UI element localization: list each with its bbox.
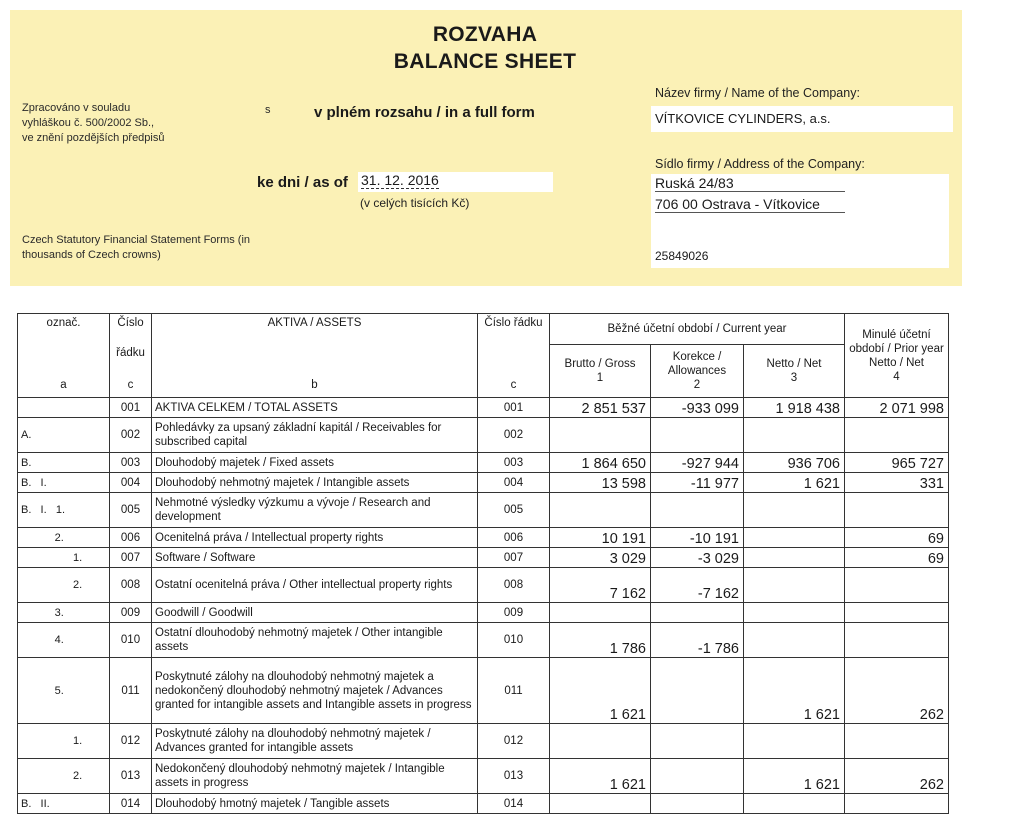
row-number2-cell: 002: [478, 418, 550, 453]
row-label-cell: B. I. 1.: [18, 493, 110, 528]
as-of-date-field: [358, 172, 553, 192]
address-box: [651, 174, 949, 268]
company-label: Název firmy / Name of the Company:: [655, 86, 860, 100]
row-label-cell: 1.: [18, 724, 110, 759]
description-cell: Software / Software: [152, 548, 478, 568]
net-header: Netto / Net 3: [744, 345, 845, 398]
row-number-cell: 014: [110, 794, 152, 814]
row-label-cell: 5.: [18, 658, 110, 724]
prior-value-cell: 331: [845, 473, 949, 493]
row-label-cell: 2.: [18, 568, 110, 603]
row-number-cell: 003: [110, 453, 152, 473]
prior-value-cell: [845, 418, 949, 453]
table-row: [18, 418, 949, 453]
allowance-value-cell: [651, 724, 744, 759]
gross-value-cell: [550, 603, 651, 623]
row-label-cell: [18, 398, 110, 418]
row-number2-cell: 009: [478, 603, 550, 623]
address-label: Sídlo firmy / Address of the Company:: [655, 157, 865, 171]
as-of-label: ke dni / as of: [257, 174, 348, 191]
row-number-cell: 013: [110, 759, 152, 794]
prior-value-cell: 965 727: [845, 453, 949, 473]
prior-value-cell: 2 071 998: [845, 398, 949, 418]
scope-label: v plném rozsahu / in a full form: [314, 104, 535, 121]
net-value-cell: [744, 548, 845, 568]
description-cell: Poskytnuté zálohy na dlouhodobý nehmotný majetek / Advances granted for intangible assets: [152, 724, 478, 759]
gross-header: Brutto / Gross 1: [550, 345, 651, 398]
s-mark: s: [265, 104, 271, 116]
gross-value-cell: 1 621: [550, 658, 651, 724]
row-number2-cell: 006: [478, 528, 550, 548]
net-value-cell: 1 621: [744, 759, 845, 794]
allowance-value-cell: -927 944: [651, 453, 744, 473]
gross-value-cell: [550, 418, 651, 453]
row-number-cell: 004: [110, 473, 152, 493]
net-value-cell: 936 706: [744, 453, 845, 473]
gross-value-cell: 2 851 537: [550, 398, 651, 418]
net-value-cell: [744, 568, 845, 603]
allowances-header: Korekce / Allowances 2: [651, 345, 744, 398]
table-row: [18, 759, 949, 794]
company-id: 25849026: [655, 249, 709, 263]
net-value-cell: 1 621: [744, 473, 845, 493]
table-row: [18, 493, 949, 528]
row-number2-cell: 014: [478, 794, 550, 814]
description-cell: Dlouhodobý majetek / Fixed assets: [152, 453, 478, 473]
legal-note: Zpracováno v souladu vyhláškou č. 500/2002 Sb., ve znění pozdějších předpisů: [22, 102, 165, 144]
balance-sheet-body: [18, 398, 949, 814]
current-year-header: Běžné účetní období / Current year: [550, 314, 845, 345]
row-number2-cell: 001: [478, 398, 550, 418]
net-value-cell: [744, 623, 845, 658]
row-label-cell: B. I.: [18, 473, 110, 493]
row-label-cell: B.: [18, 453, 110, 473]
net-value-cell: [744, 418, 845, 453]
row-number2-cell: 013: [478, 759, 550, 794]
row-number2-cell: 011: [478, 658, 550, 724]
row-number-cell: 009: [110, 603, 152, 623]
row-number-cell: 001: [110, 398, 152, 418]
prior-year-header: Minulé účetní období / Prior year Netto / Net 4: [845, 314, 949, 398]
description-cell: Dlouhodobý nehmotný majetek / Intangible assets: [152, 473, 478, 493]
row-number-cell: 002: [110, 418, 152, 453]
gross-value-cell: 13 598: [550, 473, 651, 493]
units-note: (v celých tisících Kč): [360, 196, 470, 210]
allowance-value-cell: [651, 759, 744, 794]
row-label-cell: 3.: [18, 603, 110, 623]
prior-value-cell: 262: [845, 658, 949, 724]
row-number-cell: 011: [110, 658, 152, 724]
description-cell: Ostatní ocenitelná práva / Other intellectual property rights: [152, 568, 478, 603]
description-cell: Ostatní dlouhodobý nehmotný majetek / Other intangible assets: [152, 623, 478, 658]
balance-sheet-table: [17, 313, 949, 814]
net-value-cell: [744, 528, 845, 548]
prior-value-cell: [845, 623, 949, 658]
row-number2-cell: 004: [478, 473, 550, 493]
table-row: [18, 453, 949, 473]
table-row: [18, 528, 949, 548]
prior-value-cell: 262: [845, 759, 949, 794]
table-row: [18, 473, 949, 493]
prior-value-cell: [845, 603, 949, 623]
allowance-value-cell: -11 977: [651, 473, 744, 493]
row-number2-cell: 003: [478, 453, 550, 473]
gross-value-cell: 1 864 650: [550, 453, 651, 473]
net-value-cell: 1 621: [744, 658, 845, 724]
allowance-value-cell: -933 099: [651, 398, 744, 418]
allowance-value-cell: [651, 418, 744, 453]
title-en: BALANCE SHEET: [393, 50, 577, 73]
table-row: [18, 794, 949, 814]
row-number-cell: 005: [110, 493, 152, 528]
row-label-cell: 2.: [18, 759, 110, 794]
gross-value-cell: 1 786: [550, 623, 651, 658]
row-number-cell: 010: [110, 623, 152, 658]
row-number2-cell: 007: [478, 548, 550, 568]
prior-value-cell: [845, 724, 949, 759]
row-number2-cell: 005: [478, 493, 550, 528]
description-cell: Poskytnuté zálohy na dlouhodobý nehmotný majetek a nedokončený dlouhodobý nehmotný majetek / Advances granted for intangible assets and Intangible assets in progress: [152, 658, 478, 724]
title-cz: ROZVAHA: [432, 23, 538, 46]
description-cell: Dlouhodobý hmotný majetek / Tangible assets: [152, 794, 478, 814]
row-label-cell: A.: [18, 418, 110, 453]
net-value-cell: 1 918 438: [744, 398, 845, 418]
gross-value-cell: 1 621: [550, 759, 651, 794]
gross-value-cell: [550, 724, 651, 759]
description-cell: Pohledávky za upsaný základní kapitál / Receivables for subscribed capital: [152, 418, 478, 453]
allowance-value-cell: [651, 603, 744, 623]
allowance-value-cell: [651, 794, 744, 814]
col-row-no-header: Číslo řádku c: [110, 314, 152, 398]
row-number-cell: 006: [110, 528, 152, 548]
allowance-value-cell: -7 162: [651, 568, 744, 603]
as-of-date: 31. 12. 2016: [361, 172, 439, 188]
description-cell: Ocenitelná práva / Intellectual property rights: [152, 528, 478, 548]
allowance-value-cell: [651, 658, 744, 724]
prior-value-cell: [845, 794, 949, 814]
prior-value-cell: [845, 493, 949, 528]
allowance-value-cell: -1 786: [651, 623, 744, 658]
prior-value-cell: 69: [845, 528, 949, 548]
row-label-cell: 2.: [18, 528, 110, 548]
description-cell: AKTIVA CELKEM / TOTAL ASSETS: [152, 398, 478, 418]
table-row: [18, 658, 949, 724]
row-label-cell: 4.: [18, 623, 110, 658]
table-row: [18, 603, 949, 623]
table-row: [18, 568, 949, 603]
net-value-cell: [744, 794, 845, 814]
net-value-cell: [744, 724, 845, 759]
col-assets-header: AKTIVA / ASSETS b: [152, 314, 478, 398]
row-number2-cell: 008: [478, 568, 550, 603]
prior-value-cell: [845, 568, 949, 603]
gross-value-cell: [550, 794, 651, 814]
row-number-cell: 007: [110, 548, 152, 568]
table-row: [18, 724, 949, 759]
description-cell: Nehmotné výsledky výzkumu a vývoje / Research and development: [152, 493, 478, 528]
forms-note: Czech Statutory Financial Statement Forms (in thousands of Czech crowns): [22, 234, 251, 261]
row-number2-cell: 010: [478, 623, 550, 658]
description-cell: Nedokončený dlouhodobý nehmotný majetek / Intangible assets in progress: [152, 759, 478, 794]
table-header-row: [18, 314, 949, 345]
row-number-cell: 008: [110, 568, 152, 603]
allowance-value-cell: -10 191: [651, 528, 744, 548]
table-row: [18, 623, 949, 658]
col-oznac-header: označ. a: [18, 314, 110, 398]
company-name: VÍTKOVICE CYLINDERS, a.s.: [651, 106, 953, 132]
net-value-cell: [744, 493, 845, 528]
description-cell: Goodwill / Goodwill: [152, 603, 478, 623]
gross-value-cell: 3 029: [550, 548, 651, 568]
row-number2-cell: 012: [478, 724, 550, 759]
col-row-no2-header: Číslo řádku c: [478, 314, 550, 398]
table-row: [18, 548, 949, 568]
row-number-cell: 012: [110, 724, 152, 759]
address-line2: 706 00 Ostrava - Vítkovice: [655, 196, 845, 213]
table-row: [18, 398, 949, 418]
gross-value-cell: 10 191: [550, 528, 651, 548]
gross-value-cell: [550, 493, 651, 528]
gross-value-cell: 7 162: [550, 568, 651, 603]
row-label-cell: B. II.: [18, 794, 110, 814]
allowance-value-cell: -3 029: [651, 548, 744, 568]
prior-value-cell: 69: [845, 548, 949, 568]
net-value-cell: [744, 603, 845, 623]
row-label-cell: 1.: [18, 548, 110, 568]
allowance-value-cell: [651, 493, 744, 528]
address-line1: Ruská 24/83: [655, 175, 845, 192]
